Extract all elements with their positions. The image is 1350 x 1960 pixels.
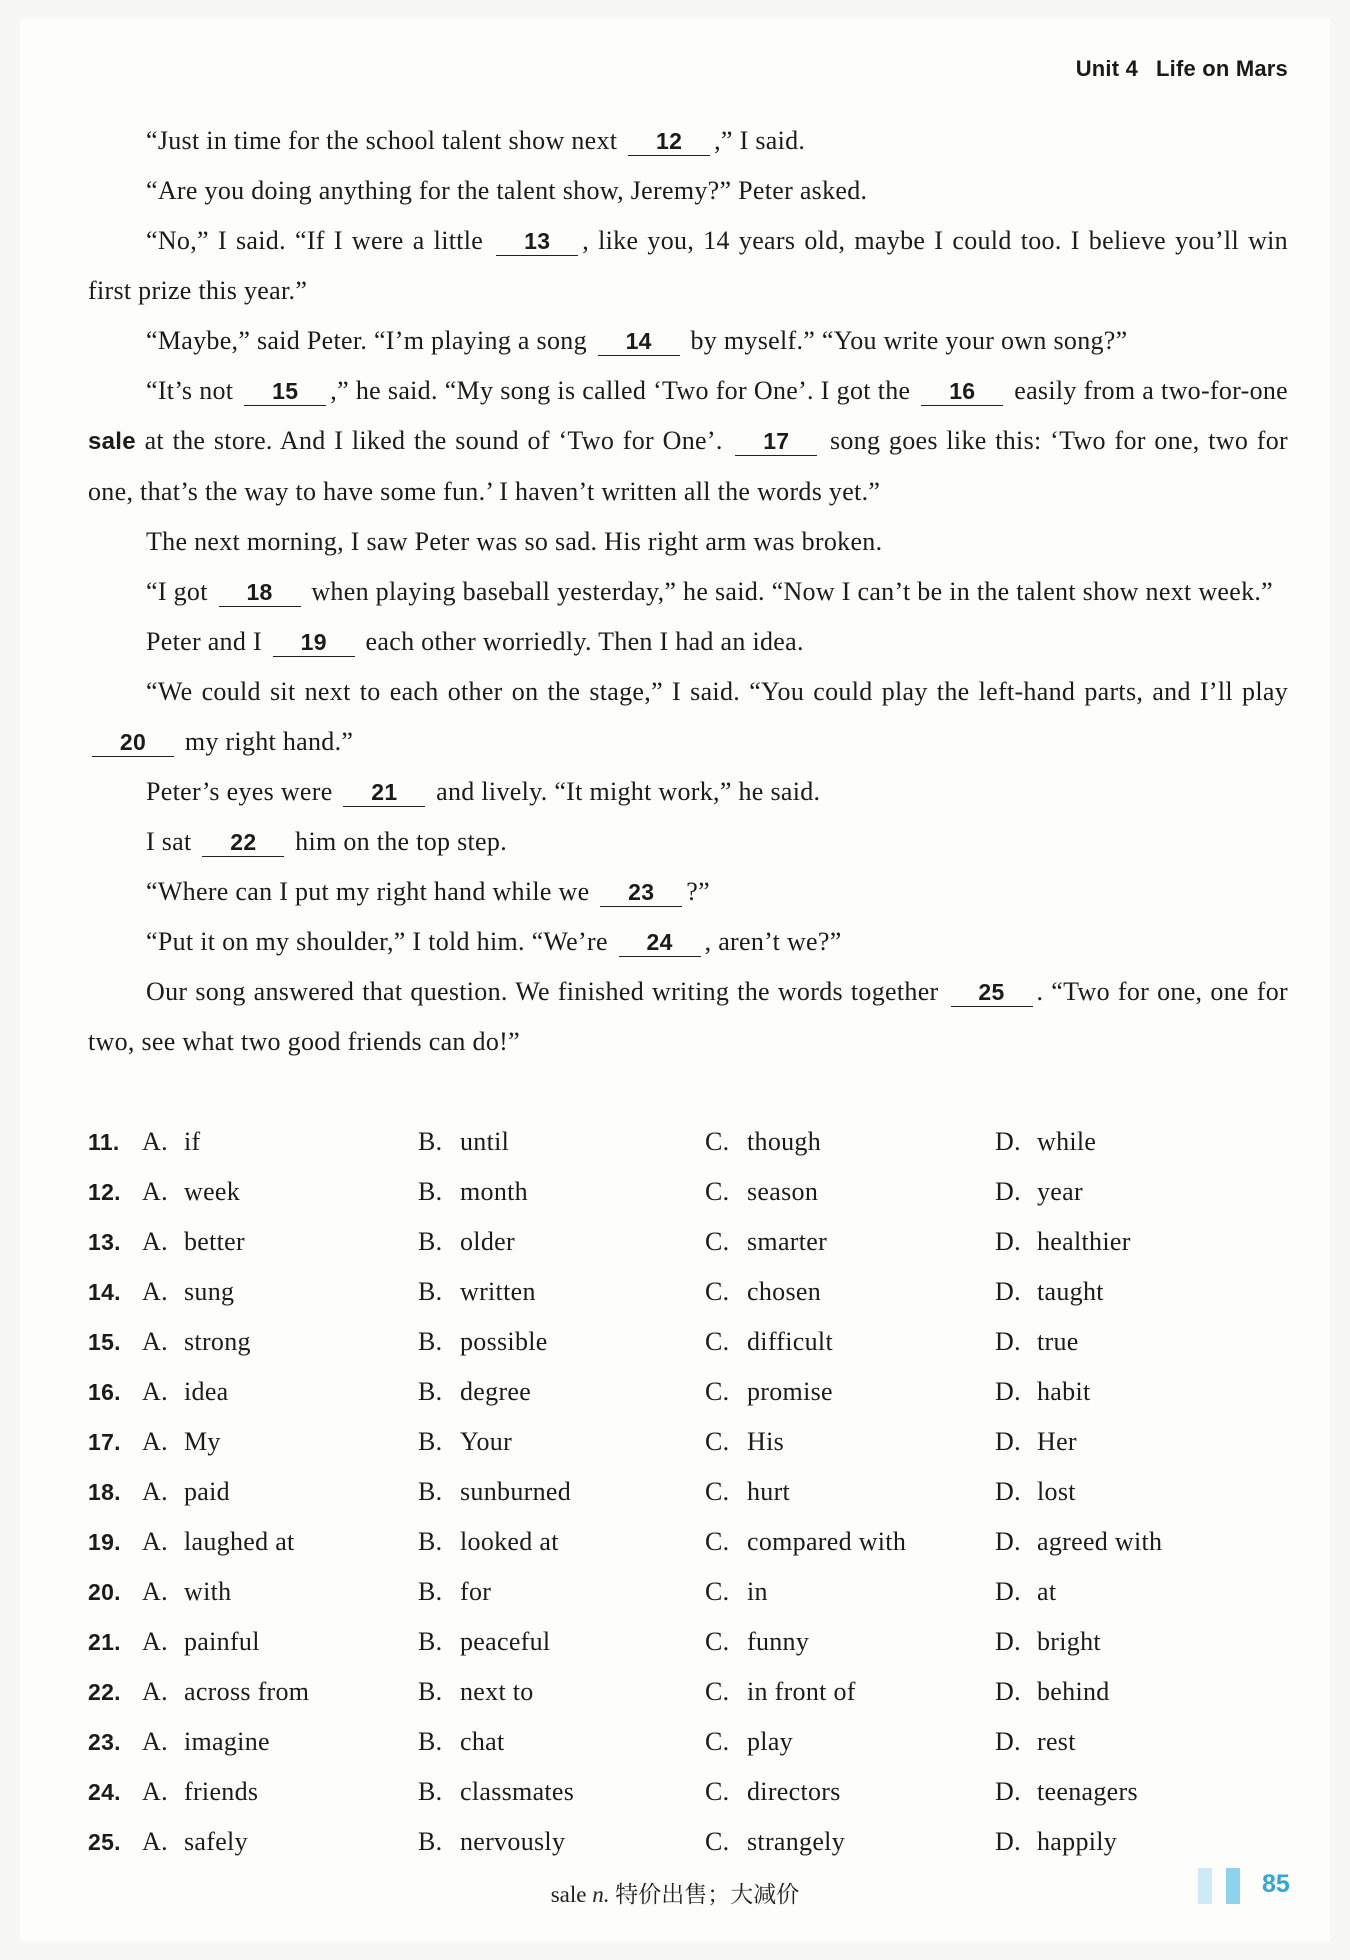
- option-text: degree: [460, 1377, 532, 1406]
- blank-25: 25: [951, 978, 1033, 1007]
- option-letter: D.: [995, 1627, 1021, 1656]
- option-text: month: [460, 1177, 528, 1206]
- option-text: behind: [1037, 1677, 1110, 1706]
- option-text: older: [460, 1227, 515, 1256]
- blank-17: 17: [735, 427, 817, 456]
- option-text: with: [184, 1577, 232, 1606]
- option-letter: A.: [142, 1677, 168, 1706]
- option-letter: D.: [995, 1177, 1021, 1206]
- option-d[interactable]: [995, 1767, 1138, 1817]
- option-text: hurt: [747, 1477, 791, 1506]
- option-letter: A.: [142, 1377, 168, 1406]
- option-letter: D.: [995, 1377, 1021, 1406]
- option-letter: B.: [418, 1827, 443, 1856]
- question-row: [88, 1417, 1288, 1467]
- question-number: 16.: [88, 1379, 121, 1405]
- option-text: sung: [184, 1277, 235, 1306]
- option-text: strangely: [747, 1827, 846, 1856]
- question-number: 23.: [88, 1729, 121, 1755]
- option-text: if: [184, 1127, 201, 1156]
- paragraph: I sat 22 him on the top step.: [146, 827, 507, 856]
- option-c[interactable]: [705, 1367, 833, 1417]
- option-text: strong: [184, 1327, 251, 1356]
- option-letter: D.: [995, 1527, 1021, 1556]
- option-letter: B.: [418, 1727, 443, 1756]
- blank-21: 21: [343, 778, 425, 807]
- option-a[interactable]: [142, 1167, 240, 1217]
- option-c[interactable]: [705, 1467, 790, 1517]
- option-letter: A.: [142, 1327, 168, 1356]
- option-text: chat: [460, 1727, 505, 1756]
- question-row: [88, 1817, 1288, 1867]
- option-text: promise: [747, 1377, 833, 1406]
- option-letter: A.: [142, 1177, 168, 1206]
- option-a[interactable]: [142, 1367, 229, 1417]
- option-c[interactable]: [705, 1267, 821, 1317]
- question-number: 24.: [88, 1779, 121, 1805]
- option-letter: C.: [705, 1327, 730, 1356]
- option-c[interactable]: [705, 1117, 821, 1167]
- option-text: Her: [1037, 1427, 1077, 1456]
- answer-options: [88, 1117, 1288, 1867]
- option-letter: B.: [418, 1227, 443, 1256]
- option-text: peaceful: [460, 1627, 551, 1656]
- option-letter: D.: [995, 1677, 1021, 1706]
- option-text: at: [1037, 1577, 1057, 1606]
- option-c[interactable]: [705, 1567, 768, 1617]
- option-letter: A.: [142, 1227, 168, 1256]
- blank-14: 14: [598, 327, 680, 356]
- option-letter: A.: [142, 1277, 168, 1306]
- option-letter: D.: [995, 1227, 1021, 1256]
- option-letter: A.: [142, 1477, 168, 1506]
- option-letter: B.: [418, 1277, 443, 1306]
- unit-title: Life on Mars: [1156, 56, 1288, 81]
- option-text: in front of: [747, 1677, 856, 1706]
- paragraph: “We could sit next to each other on the stage,” I said. “You could play the left-hand parts, and I’ll play 20 my right hand.”: [88, 667, 1288, 767]
- option-letter: C.: [705, 1627, 730, 1656]
- option-text: difficult: [747, 1327, 833, 1356]
- option-b[interactable]: [418, 1517, 559, 1567]
- option-letter: A.: [142, 1527, 168, 1556]
- option-text: written: [460, 1277, 536, 1306]
- question-number: 21.: [88, 1629, 121, 1655]
- option-a[interactable]: [142, 1217, 245, 1267]
- option-text: though: [747, 1127, 822, 1156]
- option-c[interactable]: [705, 1817, 845, 1867]
- blank-18: 18: [219, 578, 301, 607]
- option-text: lost: [1037, 1477, 1076, 1506]
- option-text: for: [460, 1577, 492, 1606]
- option-letter: D.: [995, 1327, 1021, 1356]
- option-text: painful: [184, 1627, 260, 1656]
- option-b[interactable]: [418, 1617, 550, 1667]
- option-b[interactable]: [418, 1167, 528, 1217]
- option-text: classmates: [460, 1777, 575, 1806]
- option-letter: C.: [705, 1677, 730, 1706]
- option-text: bright: [1037, 1627, 1101, 1656]
- paragraph: “Where can I put my right hand while we 23 ?”: [146, 877, 710, 906]
- option-letter: A.: [142, 1427, 168, 1456]
- option-a[interactable]: [142, 1567, 231, 1617]
- paragraph: “Just in time for the school talent show next 12 ,” I said.: [146, 126, 806, 155]
- option-c[interactable]: [705, 1417, 784, 1467]
- option-b[interactable]: [418, 1367, 531, 1417]
- question-number: 15.: [88, 1329, 121, 1355]
- option-a[interactable]: [142, 1767, 258, 1817]
- option-d[interactable]: [995, 1417, 1077, 1467]
- option-b[interactable]: [418, 1117, 509, 1167]
- option-a[interactable]: [142, 1617, 260, 1667]
- option-b[interactable]: [418, 1267, 536, 1317]
- option-letter: B.: [418, 1577, 443, 1606]
- option-a[interactable]: [142, 1117, 200, 1167]
- blank-16: 16: [921, 377, 1003, 406]
- option-text: idea: [184, 1377, 229, 1406]
- option-letter: C.: [705, 1377, 730, 1406]
- blank-15: 15: [244, 377, 326, 406]
- page-number: 85: [1262, 1870, 1290, 1898]
- part-of-speech: n.: [592, 1882, 610, 1907]
- option-d[interactable]: [995, 1367, 1091, 1417]
- option-letter: C.: [705, 1227, 730, 1256]
- question-number: 17.: [88, 1429, 121, 1455]
- option-text: looked at: [460, 1527, 559, 1556]
- option-text: sunburned: [460, 1477, 572, 1506]
- option-b[interactable]: [418, 1667, 534, 1717]
- option-letter: C.: [705, 1127, 730, 1156]
- option-a[interactable]: [142, 1817, 248, 1867]
- option-text: possible: [460, 1327, 548, 1356]
- option-b[interactable]: [418, 1567, 491, 1617]
- option-c[interactable]: [705, 1317, 833, 1367]
- option-letter: D.: [995, 1477, 1021, 1506]
- option-letter: C.: [705, 1177, 730, 1206]
- question-row: [88, 1317, 1288, 1367]
- paragraph: “No,” I said. “If I were a little 13 , like you, 14 years old, maybe I could too. I believe you’ll win first prize this year.”: [88, 226, 1288, 305]
- glossed-word: sale: [88, 428, 136, 455]
- option-text: habit: [1037, 1377, 1091, 1406]
- option-text: My: [184, 1427, 221, 1456]
- option-text: directors: [747, 1777, 841, 1806]
- question-number: 19.: [88, 1529, 121, 1555]
- question-number: 18.: [88, 1479, 121, 1505]
- option-letter: C.: [705, 1427, 730, 1456]
- blank-23: 23: [600, 878, 682, 907]
- question-number: 20.: [88, 1579, 121, 1605]
- option-letter: B.: [418, 1177, 443, 1206]
- option-letter: D.: [995, 1427, 1021, 1456]
- option-d[interactable]: [995, 1567, 1056, 1617]
- question-row: [88, 1667, 1288, 1717]
- question-number: 25.: [88, 1829, 121, 1855]
- cloze-passage: [88, 116, 1288, 1067]
- option-b[interactable]: [418, 1467, 571, 1517]
- option-text: compared with: [747, 1527, 907, 1556]
- option-a[interactable]: [142, 1467, 230, 1517]
- unit-number: Unit 4: [1075, 56, 1139, 81]
- blank-24: 24: [619, 928, 701, 957]
- option-c[interactable]: [705, 1617, 809, 1667]
- question-row: [88, 1367, 1288, 1417]
- option-a[interactable]: [142, 1717, 270, 1767]
- option-letter: A.: [142, 1727, 168, 1756]
- option-d[interactable]: [995, 1317, 1079, 1367]
- option-c[interactable]: [705, 1717, 793, 1767]
- option-text: His: [747, 1427, 785, 1456]
- option-text: smarter: [747, 1227, 828, 1256]
- page-marker-bar: [1226, 1868, 1240, 1904]
- option-text: happily: [1037, 1827, 1118, 1856]
- option-letter: B.: [418, 1427, 443, 1456]
- option-text: safely: [184, 1827, 248, 1856]
- option-letter: D.: [995, 1577, 1021, 1606]
- footnote-gloss: [0, 1876, 1350, 1909]
- option-letter: B.: [418, 1127, 443, 1156]
- option-text: in: [747, 1577, 768, 1606]
- option-letter: B.: [418, 1777, 443, 1806]
- option-letter: B.: [418, 1527, 443, 1556]
- option-b[interactable]: [418, 1417, 512, 1467]
- option-text: while: [1037, 1127, 1097, 1156]
- question-row: [88, 1217, 1288, 1267]
- option-text: season: [747, 1177, 819, 1206]
- option-a[interactable]: [142, 1317, 251, 1367]
- option-text: week: [184, 1177, 241, 1206]
- option-text: taught: [1037, 1277, 1104, 1306]
- question-row: [88, 1717, 1288, 1767]
- option-letter: D.: [995, 1827, 1021, 1856]
- option-letter: B.: [418, 1627, 443, 1656]
- option-d[interactable]: [995, 1667, 1110, 1717]
- unit-header: [1076, 56, 1288, 82]
- option-d[interactable]: [995, 1467, 1076, 1517]
- paragraph: The next morning, I saw Peter was so sad. His right arm was broken.: [146, 527, 883, 556]
- paragraph: Peter and I 19 each other worriedly. Then I had an idea.: [146, 627, 804, 656]
- question-number: 14.: [88, 1279, 121, 1305]
- question-row: [88, 1767, 1288, 1817]
- option-d[interactable]: [995, 1517, 1162, 1567]
- paragraph: “Maybe,” said Peter. “I’m playing a song 14 by myself.” “You write your own song?”: [146, 326, 1128, 355]
- option-letter: C.: [705, 1577, 730, 1606]
- option-text: teenagers: [1037, 1777, 1138, 1806]
- question-number: 22.: [88, 1679, 121, 1705]
- option-a[interactable]: [142, 1667, 309, 1717]
- option-d[interactable]: [995, 1617, 1101, 1667]
- option-letter: D.: [995, 1727, 1021, 1756]
- option-letter: B.: [418, 1377, 443, 1406]
- option-text: Your: [460, 1427, 513, 1456]
- question-row: [88, 1117, 1288, 1167]
- page-marker-bar: [1198, 1868, 1212, 1904]
- question-number: 11.: [88, 1129, 120, 1155]
- option-d[interactable]: [995, 1117, 1096, 1167]
- question-row: [88, 1567, 1288, 1617]
- blank-22: 22: [202, 828, 284, 857]
- option-d[interactable]: [995, 1267, 1104, 1317]
- option-text: funny: [747, 1627, 810, 1656]
- option-text: across from: [184, 1677, 310, 1706]
- option-letter: D.: [995, 1277, 1021, 1306]
- option-b[interactable]: [418, 1717, 505, 1767]
- option-a[interactable]: [142, 1267, 234, 1317]
- option-d[interactable]: [995, 1717, 1076, 1767]
- option-c[interactable]: [705, 1667, 856, 1717]
- option-text: until: [460, 1127, 510, 1156]
- option-letter: C.: [705, 1527, 730, 1556]
- option-d[interactable]: [995, 1217, 1131, 1267]
- option-letter: C.: [705, 1777, 730, 1806]
- option-letter: C.: [705, 1727, 730, 1756]
- option-c[interactable]: [705, 1167, 818, 1217]
- gloss-word: sale: [550, 1882, 587, 1907]
- option-a[interactable]: [142, 1417, 221, 1467]
- option-letter: D.: [995, 1777, 1021, 1806]
- question-row: [88, 1167, 1288, 1217]
- option-text: true: [1037, 1327, 1079, 1356]
- option-text: better: [184, 1227, 245, 1256]
- paragraph: Our song answered that question. We finished writing the words together 25 . “Two for one, one for two, see what two good friends can do!”: [88, 977, 1288, 1056]
- option-letter: B.: [418, 1477, 443, 1506]
- blank-13: 13: [496, 227, 578, 256]
- question-row: [88, 1267, 1288, 1317]
- option-letter: B.: [418, 1327, 443, 1356]
- option-letter: D.: [995, 1127, 1021, 1156]
- option-text: imagine: [184, 1727, 270, 1756]
- option-text: laughed at: [184, 1527, 295, 1556]
- option-b[interactable]: [418, 1317, 548, 1367]
- option-text: paid: [184, 1477, 230, 1506]
- option-letter: C.: [705, 1477, 730, 1506]
- option-letter: A.: [142, 1577, 168, 1606]
- option-letter: B.: [418, 1677, 443, 1706]
- option-text: friends: [184, 1777, 259, 1806]
- blank-12: 12: [628, 127, 710, 156]
- question-number: 12.: [88, 1179, 121, 1205]
- option-text: nervously: [460, 1827, 566, 1856]
- option-letter: A.: [142, 1627, 168, 1656]
- option-text: chosen: [747, 1277, 821, 1306]
- option-a[interactable]: [142, 1517, 295, 1567]
- blank-20: 20: [92, 728, 174, 757]
- option-letter: A.: [142, 1777, 168, 1806]
- question-row: [88, 1517, 1288, 1567]
- option-b[interactable]: [418, 1217, 515, 1267]
- option-d[interactable]: [995, 1167, 1083, 1217]
- option-letter: A.: [142, 1827, 168, 1856]
- blank-19: 19: [273, 628, 355, 657]
- option-letter: C.: [705, 1277, 730, 1306]
- option-text: year: [1037, 1177, 1083, 1206]
- option-text: play: [747, 1727, 793, 1756]
- option-letter: A.: [142, 1127, 168, 1156]
- question-row: [88, 1467, 1288, 1517]
- option-text: agreed with: [1037, 1527, 1163, 1556]
- paragraph: “It’s not 15 ,” he said. “My song is called ‘Two for One’. I got the 16 easily from a two-for-one sale at the store. And I liked the sound of ‘Two for One’. 17 song goes like this: ‘Two for one, two for one, that’s the way to have some fun.’ I haven’t written all the words yet.”: [88, 376, 1289, 506]
- gloss-definition: 特价出售；大减价: [615, 1882, 800, 1907]
- paragraph: “Put it on my shoulder,” I told him. “We’re 24 , aren’t we?”: [146, 927, 842, 956]
- option-text: healthier: [1037, 1227, 1131, 1256]
- option-text: rest: [1037, 1727, 1076, 1756]
- option-b[interactable]: [418, 1767, 574, 1817]
- option-c[interactable]: [705, 1517, 906, 1567]
- option-c[interactable]: [705, 1217, 827, 1267]
- paragraph: “Are you doing anything for the talent show, Jeremy?” Peter asked.: [146, 176, 868, 205]
- question-number: 13.: [88, 1229, 121, 1255]
- paragraph: “I got 18 when playing baseball yesterday,” he said. “Now I can’t be in the talent show next week.”: [146, 577, 1274, 606]
- paragraph: Peter’s eyes were 21 and lively. “It might work,” he said.: [146, 777, 821, 806]
- option-text: next to: [460, 1677, 534, 1706]
- option-d[interactable]: [995, 1817, 1117, 1867]
- option-c[interactable]: [705, 1767, 841, 1817]
- question-row: [88, 1617, 1288, 1667]
- option-b[interactable]: [418, 1817, 565, 1867]
- option-letter: C.: [705, 1827, 730, 1856]
